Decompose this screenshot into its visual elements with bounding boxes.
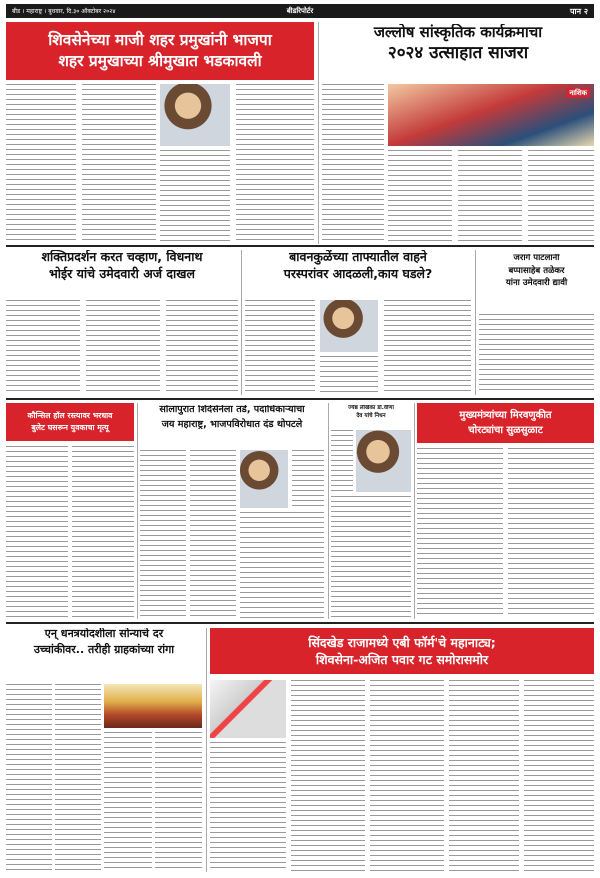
story10-body-col2	[55, 684, 101, 872]
story2-body-col4	[528, 150, 594, 242]
story4-headline-box	[245, 250, 471, 296]
story11-headline-line1: सिंदखेड राजामध्ये एबी फॉर्म'चे महानाट्य;	[308, 634, 496, 650]
masthead-paper-name: बीडरिपोर्टर	[286, 6, 314, 15]
story4-body-col2	[320, 356, 378, 394]
story5-headline-line1: जरांगे पाटलांनी	[513, 254, 560, 263]
story9-headline-line1: मुख्यमंत्र्यांच्या मिरवणुकीत	[459, 410, 552, 422]
story2-body-col3	[458, 150, 522, 242]
story11-body-col3	[370, 680, 444, 872]
story2-photo-caption: नाशिक	[566, 88, 590, 98]
story1-photo	[160, 84, 230, 146]
story5-headline-line3: यांना उमेदवारी द्यावी	[505, 278, 568, 289]
story1-body-col3	[160, 150, 230, 242]
masthead-date: बीड । महाराष्ट्र । बुधवार, दि.३० ऑक्टोबर २०२४	[12, 8, 116, 15]
section-rule	[6, 245, 594, 247]
story8-headline-line2: देव यांचे निधन	[356, 413, 386, 420]
story3-body-col3	[166, 300, 238, 394]
story2-body-col2	[388, 150, 452, 242]
story10-photo	[104, 684, 202, 728]
story3-body-col1	[6, 300, 80, 394]
story3-headline-line1: शक्तिप्रदर्शन करत चव्हाण, विधनाथ	[41, 250, 203, 264]
story7-body-col2	[190, 450, 236, 618]
story5-headline-box	[479, 254, 594, 310]
story2-headline-box	[322, 24, 594, 76]
story1-body-col2	[82, 84, 156, 242]
story6-body-col2	[72, 446, 134, 618]
story4-body-col3	[384, 300, 471, 394]
story2-headline-line1: जल्लोष सांस्कृतिक कार्यक्रमाचा	[373, 24, 543, 41]
section-rule	[6, 398, 594, 400]
column-divider	[241, 250, 242, 395]
story10-headline-box	[6, 628, 202, 678]
story5-headline-line2: बप्पासाहेब तळेकर	[508, 265, 565, 276]
story7-body-col4	[292, 450, 324, 508]
story9-body-col1	[417, 448, 503, 618]
story8-headline-line1: ज्येष्ठ लेखिका डॉ.वीणा	[348, 405, 394, 411]
story8-body-col2	[331, 496, 411, 618]
column-divider	[475, 250, 476, 395]
column-divider	[206, 628, 207, 872]
story7-body-col3	[240, 512, 324, 618]
story8-photo	[356, 430, 411, 492]
story3-headline-line2: भोईर यांचे उमेदवारी अर्ज दाखल	[48, 266, 195, 281]
story6-headline-box	[6, 403, 134, 441]
story4-body-col1	[245, 300, 315, 394]
story5-body	[479, 314, 594, 394]
page-masthead	[6, 4, 594, 18]
story10-headline-line1: एन् धनत्रयोदशीला सोन्याचे दर	[44, 628, 164, 640]
story8-body-col1	[331, 430, 353, 492]
story9-body-col2	[508, 448, 594, 618]
story4-photo	[320, 300, 378, 352]
story11-body-col1	[210, 742, 286, 872]
story7-body-col1	[140, 450, 186, 618]
story10-body-col4	[155, 732, 202, 872]
story9-headline-line2: चोरट्यांचा सुळसुळाट	[468, 424, 543, 436]
story2-headline-line2: २०२४ उत्साहात साजरा	[387, 42, 529, 63]
story8-headline-box	[331, 405, 411, 427]
masthead-page-label: पान २	[569, 6, 588, 16]
story7-photo	[240, 450, 288, 508]
column-divider	[137, 403, 138, 619]
story9-headline-box	[417, 403, 594, 443]
story11-photo	[210, 680, 286, 738]
story3-body-col2	[86, 300, 160, 394]
story3-headline-box	[6, 250, 238, 296]
story1-headline-box	[6, 22, 314, 80]
story2-photo	[388, 84, 594, 146]
story6-body-col1	[6, 446, 68, 618]
story10-body-col1	[6, 684, 52, 872]
story1-body-col4	[236, 84, 314, 242]
story11-headline-line2: शिवसेना-अजित पवार गट समोरासमोर	[315, 651, 489, 667]
story7-headline-box	[140, 405, 324, 445]
story1-headline-line2: शहर प्रमुखाच्या श्रीमुखात भडकावली	[58, 51, 262, 70]
story11-body-col4	[449, 680, 519, 872]
section-rule	[6, 622, 594, 624]
story7-headline-line1: सोलापुरात शिंदेसेनेला तडे, पदाधिकाऱ्यांचा	[159, 405, 305, 415]
column-divider	[328, 403, 329, 619]
story11-headline-box	[210, 628, 594, 674]
story6-headline-line2: बुलेट घसरून युवकाचा मृत्यू	[31, 422, 109, 432]
story4-headline-line1: बावनकुळेंच्या ताफ्यातील वाहने	[289, 250, 427, 264]
column-divider	[414, 403, 415, 619]
story11-body-col2	[291, 680, 365, 872]
story2-body-col1	[322, 84, 384, 242]
story11-body-col5	[524, 680, 594, 872]
story6-headline-line1: कौन्सिल हॉल रस्त्यावर भरधाव	[27, 410, 113, 420]
story10-headline-line2: उच्चांकीवर.. तरीही ग्राहकांच्या रांगा	[33, 643, 175, 657]
story7-headline-line2: जय महाराष्ट्र, भाजपविरोधात दंड थोपटले	[161, 418, 303, 430]
story4-headline-line2: परस्परांवर आदळली,काय घडले?	[283, 266, 433, 281]
column-divider	[318, 22, 319, 244]
story1-headline-line1: शिवसेनेच्या माजी शहर प्रमुखांनी भाजपा	[48, 31, 272, 50]
story10-body-col3	[104, 732, 152, 872]
story1-body-col1	[6, 84, 76, 242]
